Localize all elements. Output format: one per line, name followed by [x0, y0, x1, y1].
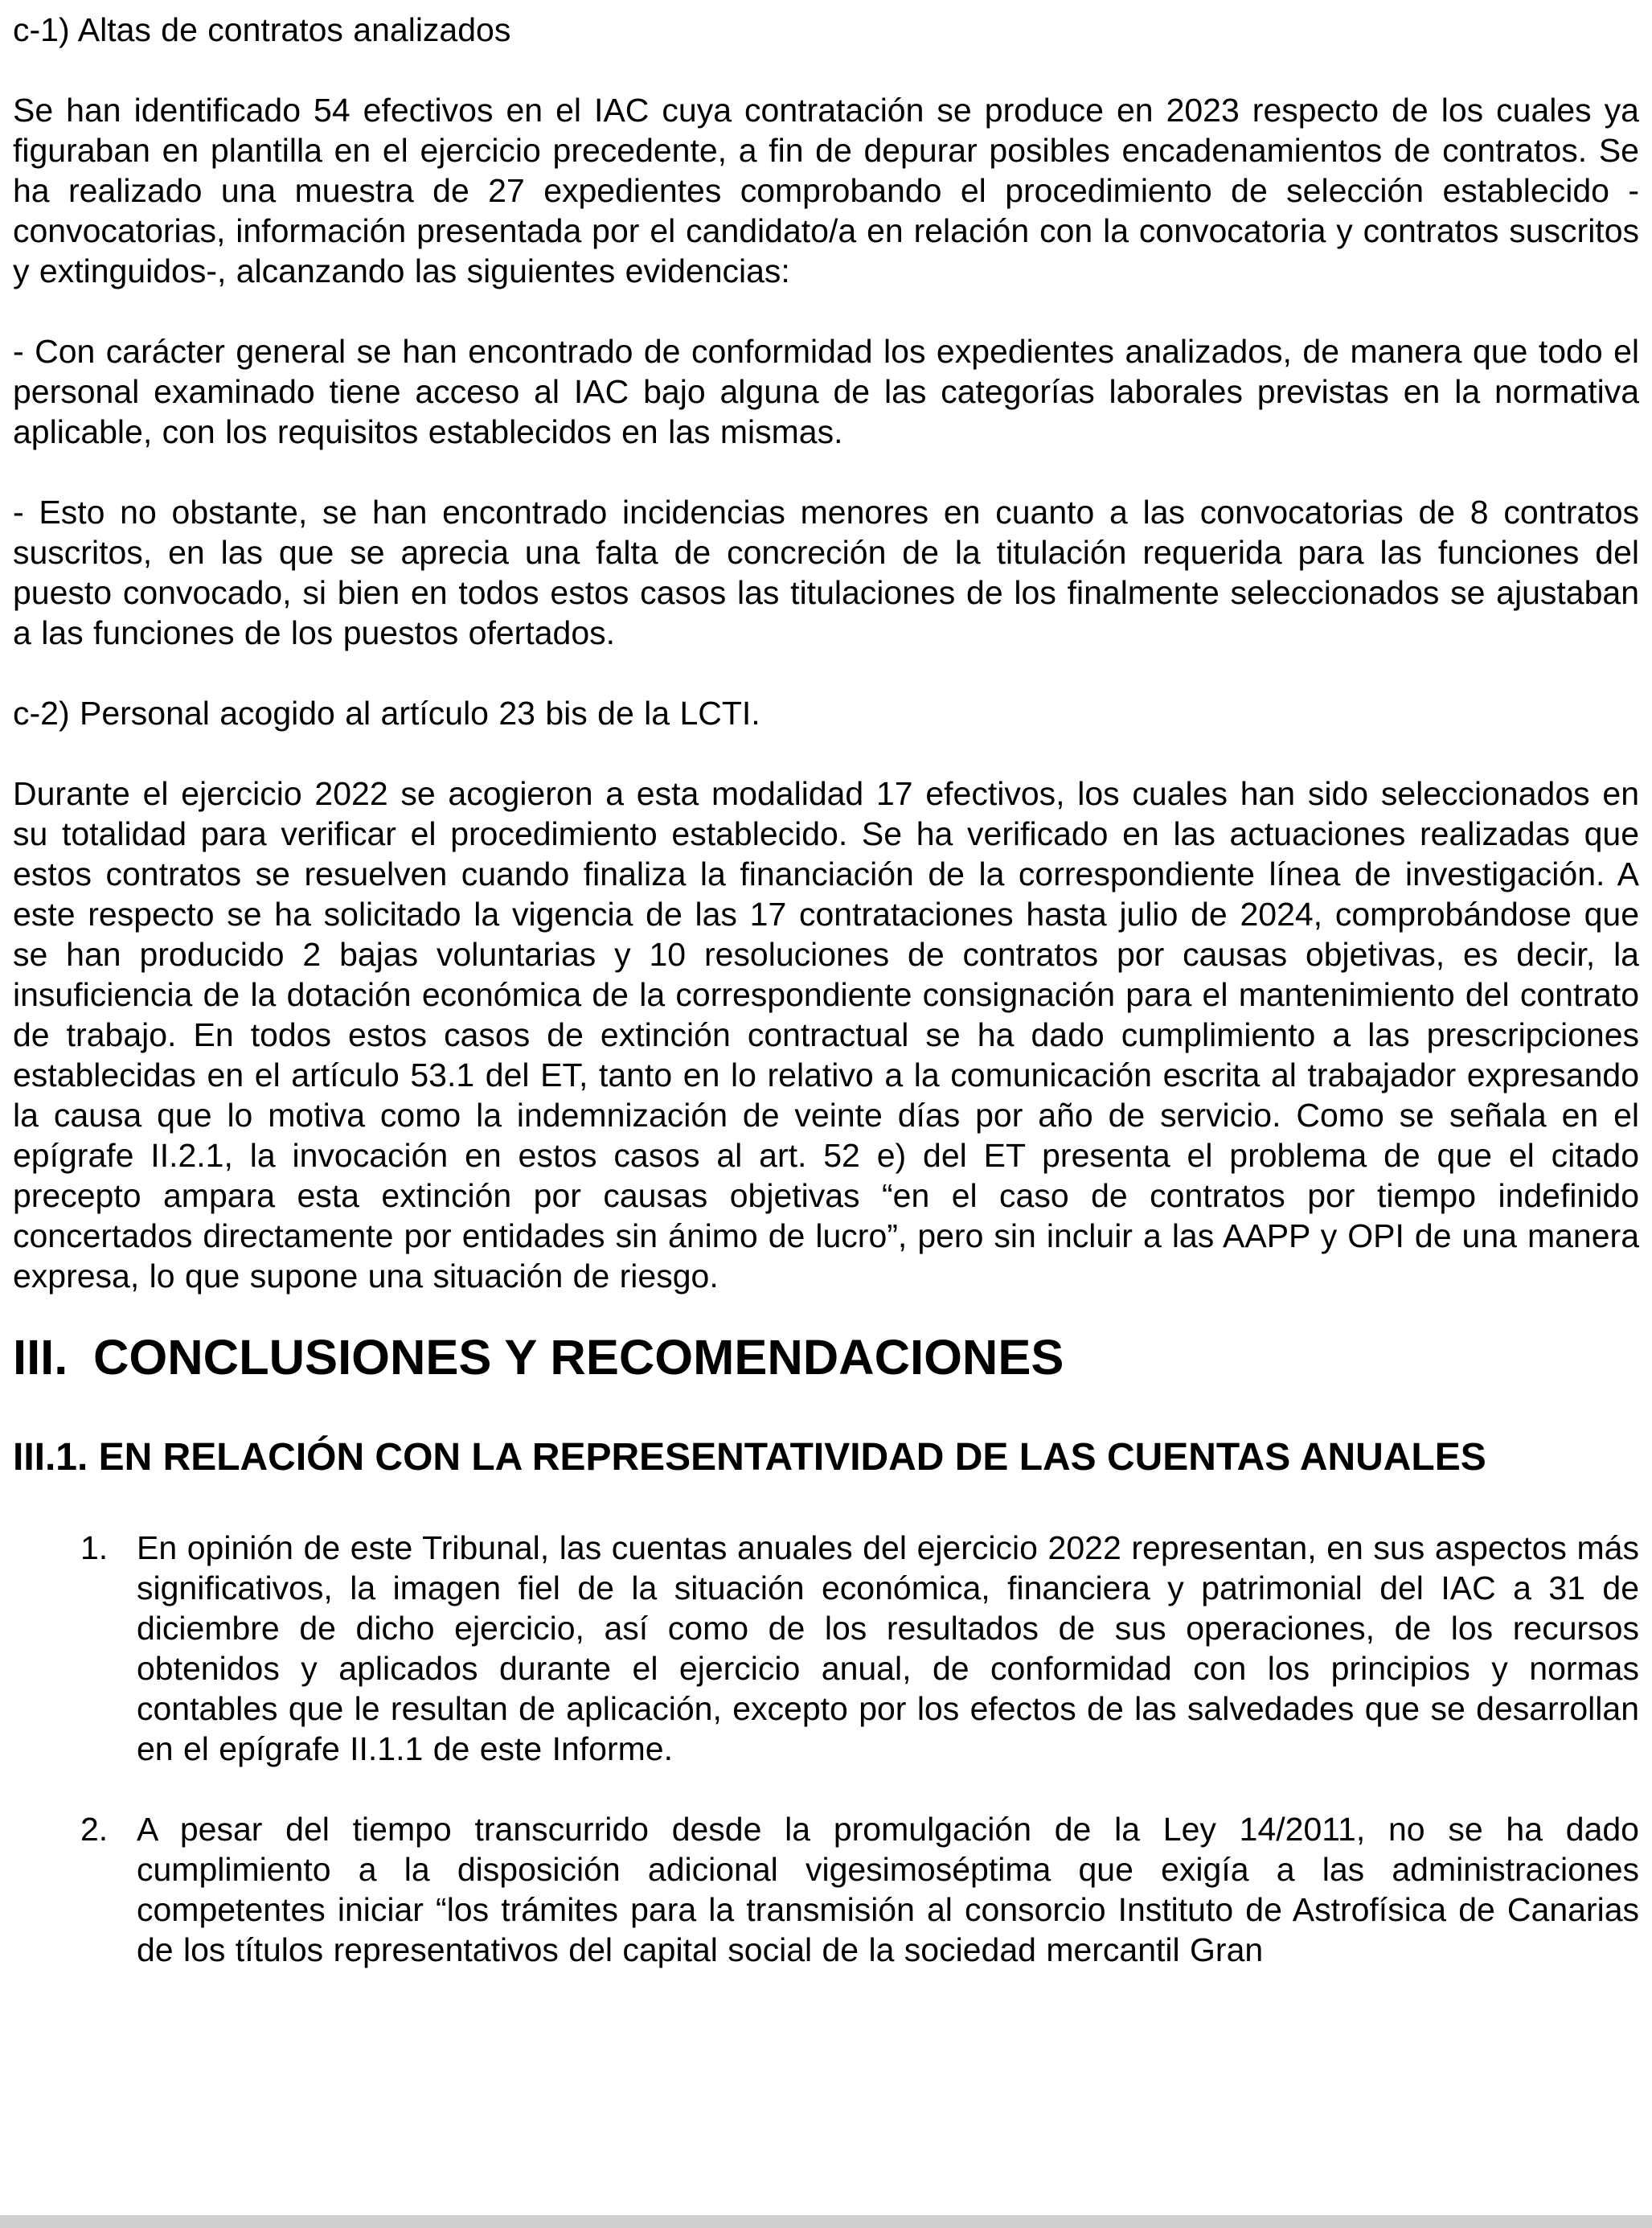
section-heading-conclusiones [13, 1330, 1639, 1385]
conclusion-item-1-number: 1. [80, 1529, 109, 1566]
page-bottom-divider [0, 2215, 1652, 2228]
conclusion-item-1-text: En opinión de este Tribunal, las cuentas anuales del ejercicio 2022 representan, en sus aspectos más significativos, la imagen fiel de la situación económica, financiera y patrimonial del IAC a 31 de diciembre de dicho ejercicio, así como de los resultados de sus operaciones, de los recursos obtenidos y aplicados durante el ejercicio anual, de conformidad con los principios y normas contables que le resultan de aplicación, excepto por los efectos de las salvedades que se desarrollan en el epígrafe II.1.1 de este Informe. [137, 1529, 1639, 1767]
section-heading-number: III. [13, 1330, 68, 1385]
paragraph-c1-finding-2: - Esto no obstante, se han encontrado incidencias menores en cuanto a las convocatorias de 8 contratos suscritos, en las que se aprecia una falta de concreción de la titulación requerida para las funciones del puesto convocado, si bien en todos estos casos las titulaciones de los finalmente seleccionados se ajustaban a las funciones de los puestos ofertados. [13, 494, 1639, 651]
paragraph-c1-intro: Se han identificado 54 efectivos en el IAC cuya contratación se produce en 2023 respecto de los cuales ya figuraban en plantilla en el ejercicio precedente, a fin de depurar posibles encadenamientos de contratos. Se ha realizado una muestra de 27 expedientes comprobando el procedimiento de selección establecido -convocatorias, información presentada por el candidato/a en relación con la convocatoria y contratos suscritos y extinguidos-, alcanzando las siguientes evidencias: [13, 92, 1639, 289]
conclusion-item-1 [13, 1528, 1639, 1769]
subsection-heading-iii1: III.1. EN RELACIÓN CON LA REPRESENTATIVIDAD DE LAS CUENTAS ANUALES [13, 1436, 1486, 1479]
paragraph-c2-body: Durante el ejercicio 2022 se acogieron a esta modalidad 17 efectivos, los cuales han sido seleccionados en su totalidad para verificar el procedimiento establecido. Se ha verificado en las actuaciones realizadas que estos contratos se resuelven cuando finaliza la financiación de la correspondiente línea de investigación. A este respecto se ha solicitado la vigencia de las 17 contrataciones hasta julio de 2024, comprobándose que se han producido 2 bajas voluntarias y 10 resoluciones de contratos por causas objetivas, es decir, la insuficiencia de la dotación económica de la correspondiente consignación para el mantenimiento del contrato de trabajo. En todos estos casos de extinción contractual se ha dado cumplimiento a las prescripciones establecidas en el artículo 53.1 del ET, tanto en lo relativo a la comunicación escrita al trabajador expresando la causa que lo motiva como la indemnización de veinte días por año de servicio. Como se señala en el epígrafe II.2.1, la invocación en estos casos al art. 52 e) del ET presenta el problema de que el citado precepto ampara esta extinción por causas objetivas “en el caso de contratos por tiempo indefinido concertados directamente por entidades sin ánimo de lucro”, pero sin incluir a las AAPP y OPI de una manera expresa, lo que supone una situación de riesgo. [13, 775, 1639, 1295]
subsection-heading-c2: c-2) Personal acogido al artículo 23 bis de la LCTI. [13, 695, 760, 732]
conclusion-item-2-number: 2. [80, 1811, 109, 1848]
section-heading-text: CONCLUSIONES Y RECOMENDACIONES [93, 1330, 1064, 1385]
subsection-heading-c1: c-1) Altas de contratos analizados [13, 11, 511, 48]
conclusion-item-2 [13, 1809, 1639, 1970]
conclusion-item-2-text: A pesar del tiempo transcurrido desde la promulgación de la Ley 14/2011, no se ha dado cumplimiento a la disposición adicional vigesimoséptima que exigía a las administraciones competentes iniciar “los trámites para la transmisión al consorcio Instituto de Astrofísica de Canarias de los títulos representativos del capital social de la sociedad mercantil Gran [137, 1811, 1639, 1968]
paragraph-c1-finding-1: - Con carácter general se han encontrado de conformidad los expedientes analizados, de manera que todo el personal examinado tiene acceso al IAC bajo alguna de las categorías laborales previstas en la normativa aplicable, con los requisitos establecidos en las mismas. [13, 333, 1639, 450]
